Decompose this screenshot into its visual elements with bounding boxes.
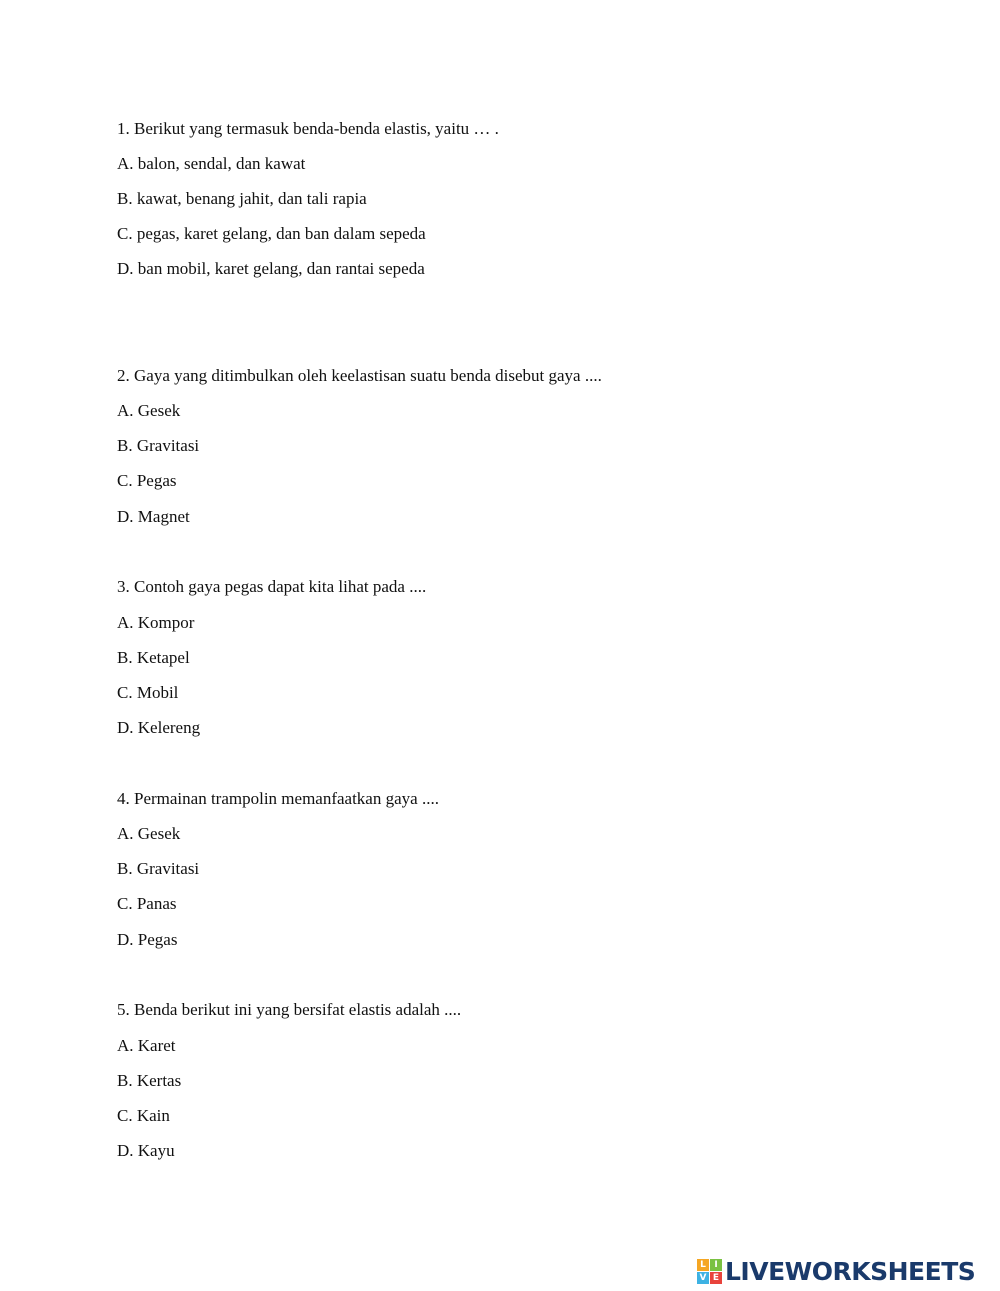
question-5-option-c[interactable]: C. Kain (117, 1106, 170, 1125)
question-2-option-c[interactable]: C. Pegas (117, 471, 177, 490)
question-4-option-d[interactable]: D. Pegas (117, 930, 178, 949)
logo-block-v: V (697, 1272, 709, 1284)
question-3-option-a[interactable]: A. Kompor (117, 613, 195, 632)
question-4-option-b[interactable]: B. Gravitasi (117, 859, 200, 878)
logo-block-i: I (710, 1259, 722, 1271)
question-3-option-b[interactable]: B. Ketapel (117, 648, 190, 667)
question-2-option-d[interactable]: D. Magnet (117, 507, 190, 526)
question-4-option-a[interactable]: A. Gesek (117, 824, 181, 843)
question-1-option-c[interactable]: C. pegas, karet gelang, dan ban dalam sepeda (117, 224, 426, 243)
question-4-text: 4. Permainan trampolin memanfaatkan gaya .... (117, 789, 439, 808)
question-1-text: 1. Berikut yang termasuk benda-benda elastis, yaitu … . (117, 119, 499, 138)
question-5-text: 5. Benda berikut ini yang bersifat elastis adalah .... (117, 1000, 462, 1019)
logo-block-l: L (697, 1259, 709, 1271)
question-1-option-a[interactable]: A. balon, sendal, dan kawat (117, 154, 306, 173)
question-2-text: 2. Gaya yang ditimbulkan oleh keelastisan suatu benda disebut gaya .... (117, 366, 602, 385)
question-5-option-a[interactable]: A. Karet (117, 1036, 176, 1055)
question-4-option-c[interactable]: C. Panas (117, 894, 177, 913)
question-1-option-d[interactable]: D. ban mobil, karet gelang, dan rantai sepeda (117, 259, 425, 278)
logo-block-e: E (710, 1272, 722, 1284)
question-3-text: 3. Contoh gaya pegas dapat kita lihat pada .... (117, 577, 427, 596)
question-1-option-b[interactable]: B. kawat, benang jahit, dan tali rapia (117, 189, 367, 208)
logo-text: LIVEWORKSHEETS (725, 1256, 976, 1286)
question-2-option-a[interactable]: A. Gesek (117, 401, 181, 420)
question-3-option-c[interactable]: C. Mobil (117, 683, 179, 702)
question-2-option-b[interactable]: B. Gravitasi (117, 436, 200, 455)
question-5-option-b[interactable]: B. Kertas (117, 1071, 182, 1090)
logo-blocks-icon (697, 1259, 722, 1284)
question-5-option-d[interactable]: D. Kayu (117, 1141, 175, 1160)
question-3-option-d[interactable]: D. Kelereng (117, 718, 201, 737)
liveworksheets-logo (697, 1256, 975, 1286)
